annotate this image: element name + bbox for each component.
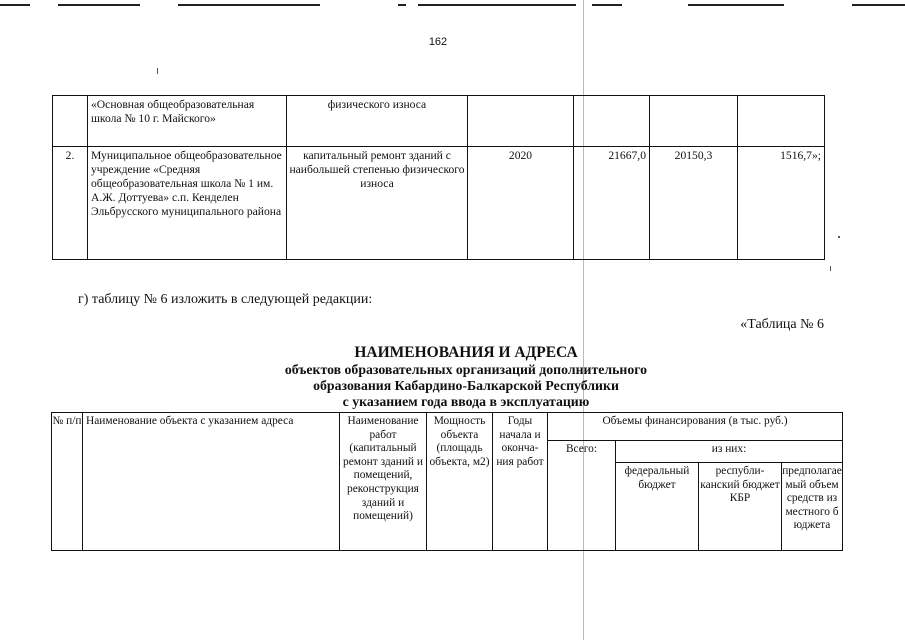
total-amount: 21667,0: [574, 147, 650, 260]
work-description: физического износа: [287, 96, 468, 147]
col-header-num: № п/п: [52, 413, 83, 551]
object-name: Муниципальное общеобразовательное учреждение «Средняя общеобразовательная школа № 1 им. А.Ж. Доттуева» с.п. Кенделен Эльбрусского муниципального района: [88, 147, 287, 260]
col-header-funding: Объемы финансирования (в тыс. руб.): [548, 413, 843, 441]
top-edge-line-6: [592, 4, 622, 6]
regional-amount: [738, 96, 825, 147]
work-description: капитальный ремонт зданий с наибольшей степенью физического износа: [287, 147, 468, 260]
col-header-regional: республи-канский бюджет КБР: [699, 463, 782, 551]
scan-mark: [838, 236, 840, 238]
top-edge-line-2: [58, 4, 140, 6]
total-amount: [574, 96, 650, 147]
row-number: [53, 96, 88, 147]
title-line-4: с указанием года ввода в эксплуатацию: [342, 394, 590, 409]
title-line-3: образования Кабардино-Балкарской Республики: [313, 378, 619, 393]
federal-amount: 20150,3: [650, 147, 738, 260]
col-header-federal: федеральный бюджет: [616, 463, 699, 551]
top-edge-line-8: [852, 4, 905, 6]
title-line-2: объектов образовательных организаций дополнительного: [284, 362, 648, 377]
object-name: «Основная общеобразовательная школа № 10 г. Майского»: [88, 96, 287, 147]
scan-mark: [157, 68, 158, 74]
top-edge-line-3: [178, 4, 320, 6]
regional-amount: 1516,7»;: [738, 147, 825, 260]
federal-amount: [650, 96, 738, 147]
work-year: [468, 96, 574, 147]
top-edge-line-1: [0, 4, 30, 6]
col-header-total: Всего:: [548, 441, 616, 551]
top-edge-line-4: [398, 4, 406, 6]
col-header-of-which: из них:: [616, 441, 843, 463]
col-header-work: Наименование работ (капитальный ремонт зданий и помещений, реконструкция зданий и помещений): [340, 413, 427, 551]
top-edge-line-7: [688, 4, 784, 6]
table-row: [53, 96, 825, 147]
scan-mark: [830, 266, 831, 271]
page-number: 162: [428, 36, 448, 48]
objects-table-header: [51, 412, 843, 551]
top-edge-line-5: [418, 4, 576, 6]
table-row: [53, 147, 825, 260]
row-number: 2.: [53, 147, 88, 260]
work-year: 2020: [468, 147, 574, 260]
table-label: «Таблица № 6: [740, 317, 824, 332]
col-header-capacity: Мощность объекта (площадь объекта, м2): [427, 413, 493, 551]
title-line-1: НАИМЕНОВАНИЯ И АДРЕСА: [354, 344, 578, 361]
col-header-years: Годы начала и оконча-ния работ: [493, 413, 548, 551]
col-header-local: предполагаемый объем средств из местного бюджета: [782, 463, 843, 551]
amendment-instruction: г) таблицу № 6 изложить в следующей редакции:: [78, 292, 373, 307]
col-header-name: Наименование объекта с указанием адреса: [83, 413, 340, 551]
continuation-table: [52, 95, 825, 260]
